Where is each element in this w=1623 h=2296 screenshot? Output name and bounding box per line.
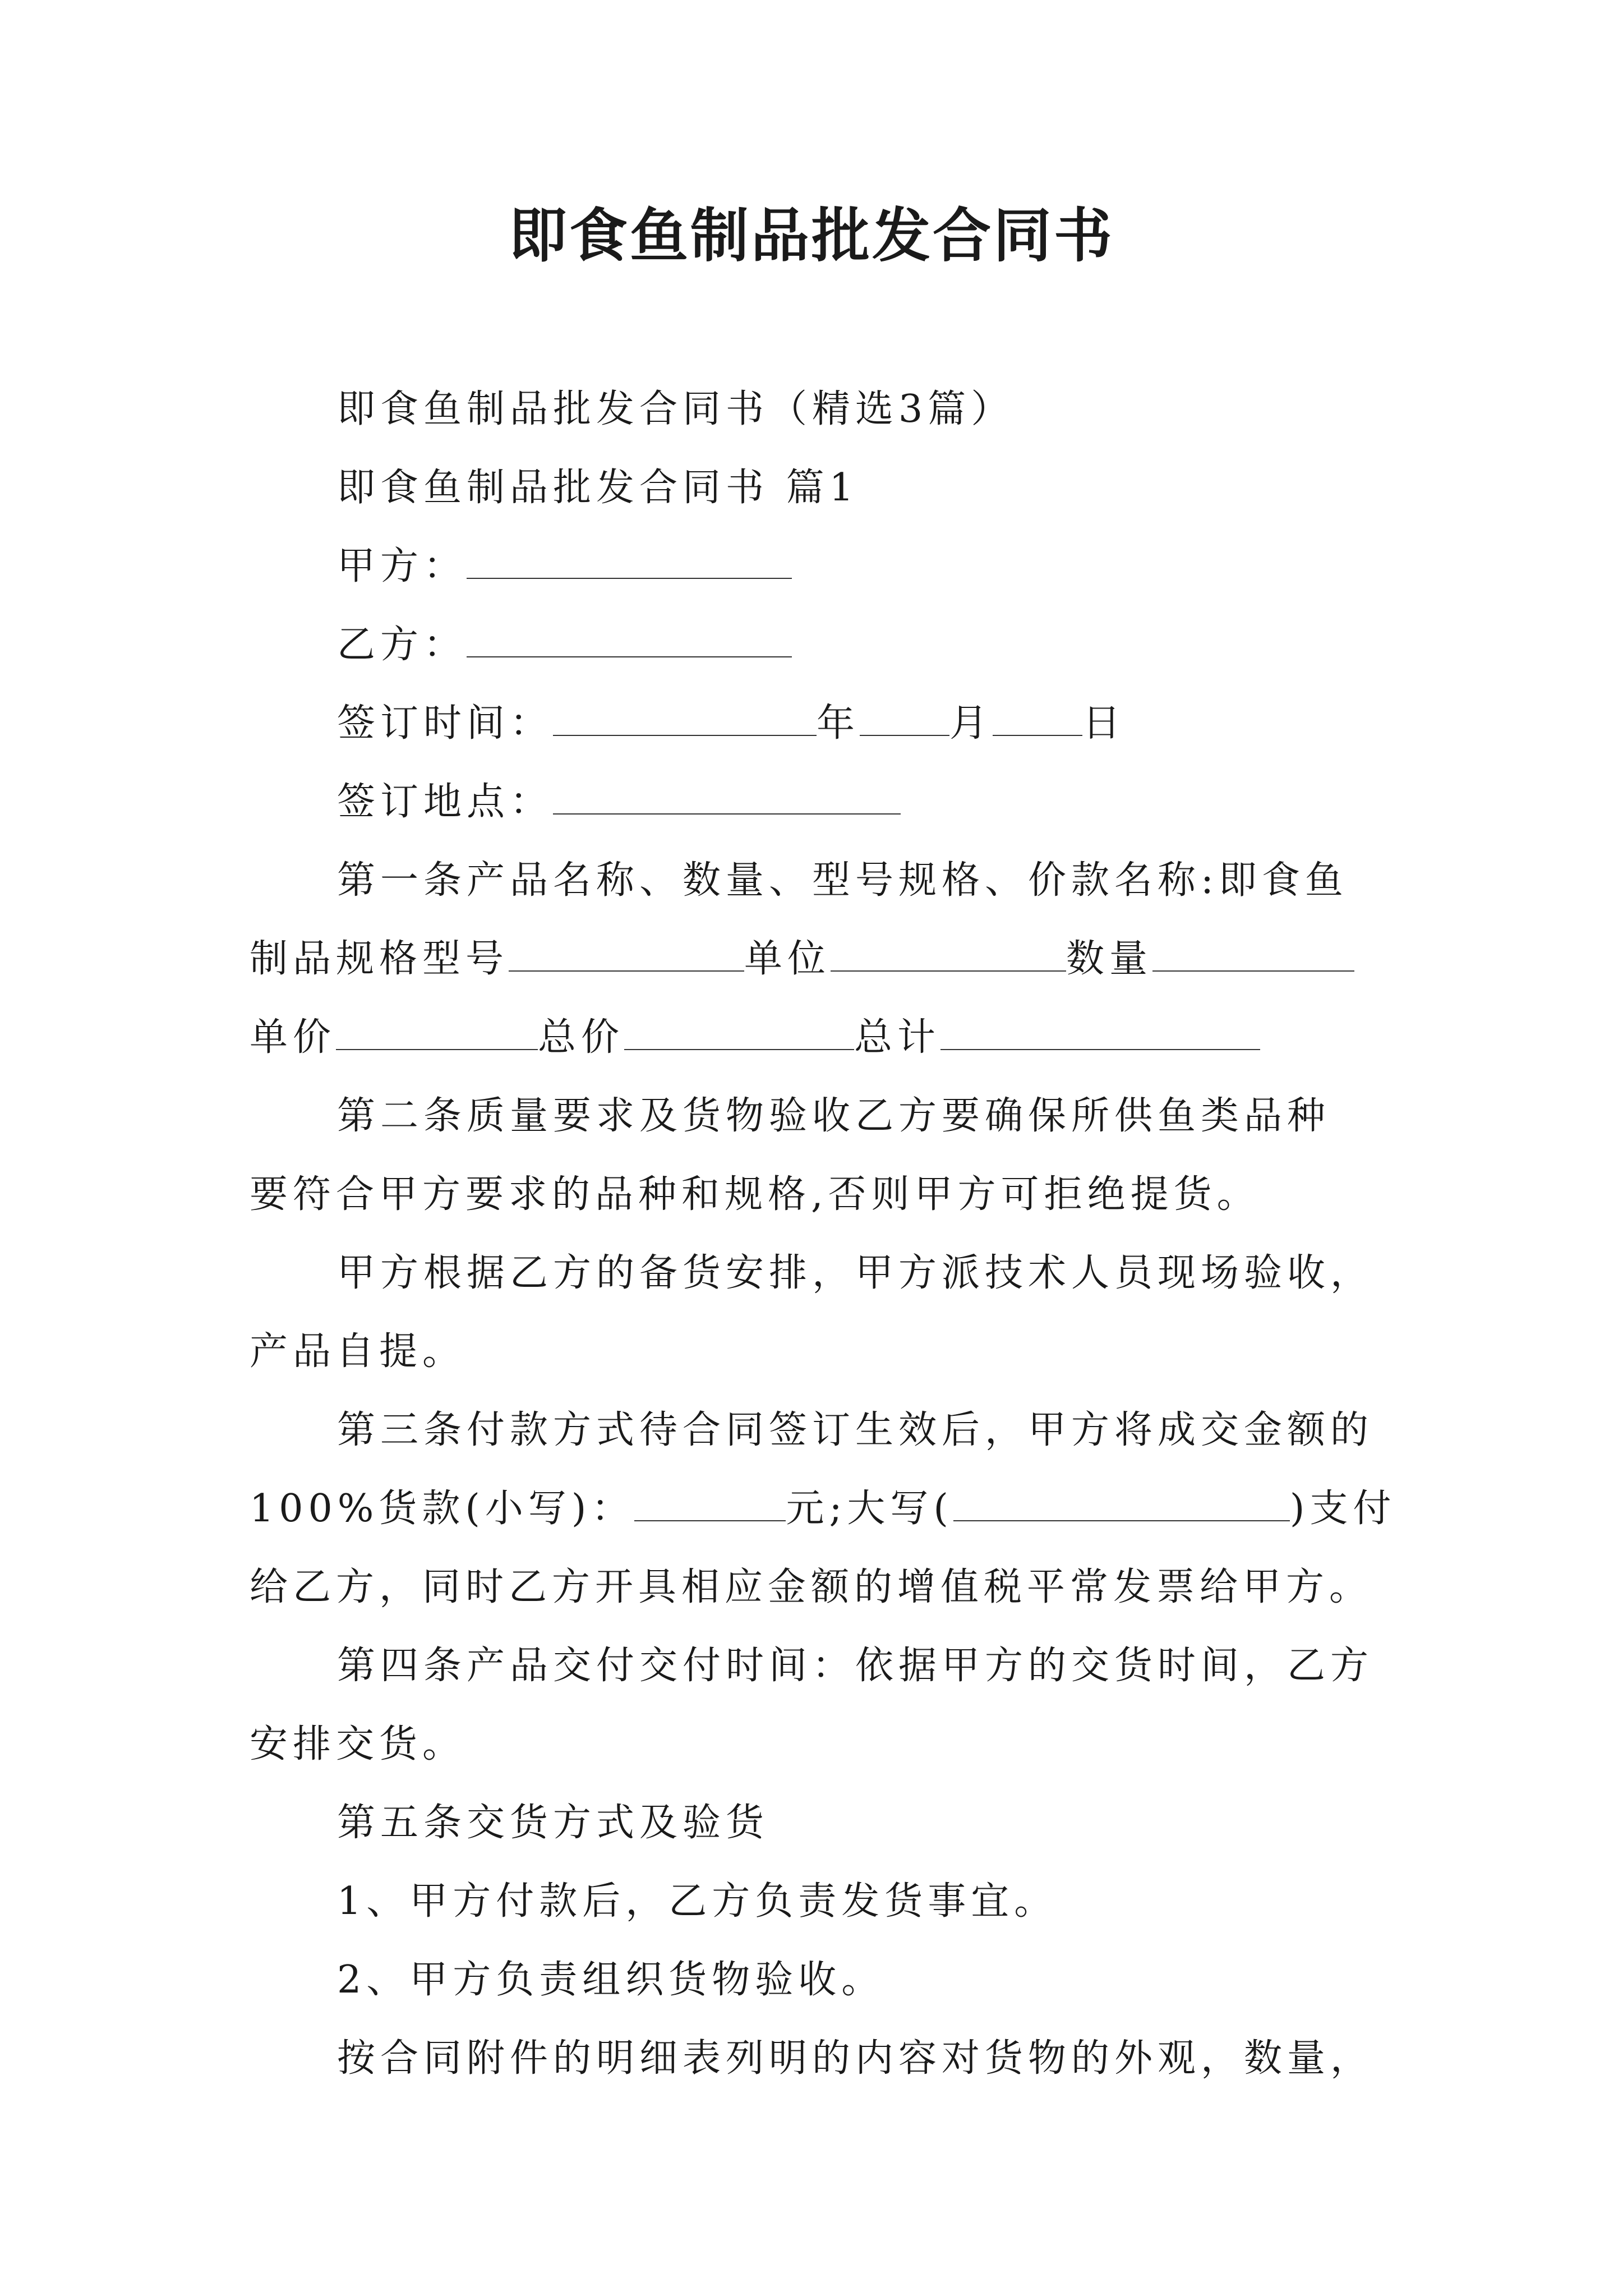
sum-label: 总计 [854,1015,941,1060]
sign-day-blank [993,701,1082,736]
party-b-label: 乙方： [337,623,467,667]
party-a-label: 甲方： [337,544,467,588]
article-3-line-1: 第三条付款方式待合同签订生效后，甲方将成交金额的 [337,1408,1374,1452]
total-blank [624,1015,854,1050]
article-2b-line-2: 产品自提。 [250,1329,466,1374]
article-3-line-3: 给乙方，同时乙方开具相应金额的增值税平常发票给甲方。 [250,1565,1373,1609]
sign-time-label: 签订时间： [337,701,554,746]
sign-place-row [250,763,1394,841]
sign-place-blank [553,780,901,815]
article-5-last-line: 按合同附件的明细表列明的内容对货物的外观，数量， [337,2036,1374,2081]
qty-blank [1152,937,1354,972]
sign-year-blank [553,701,817,736]
document-title: 即食鱼制品批发合同书 [508,201,1114,270]
amount-big-blank [953,1487,1290,1521]
sign-month-blank [860,701,949,736]
party-b-blank [467,623,792,657]
article-1-line-3 [250,999,1394,1077]
article-2-line-1: 第二条质量要求及货物验收乙方要确保所供鱼类品种 [337,1094,1331,1138]
article-4-line-2: 安排交货。 [250,1722,466,1766]
article-5-item-2: 2、甲方负责组织货物验收。 [337,1958,885,2002]
section-heading: 即食鱼制品批发合同书 篇1 [337,466,859,510]
pay-label: )支付 [1289,1487,1396,1531]
spec-blank [509,937,744,972]
sum-blank [940,1015,1260,1050]
article-5-item-1: 1、甲方付款后，乙方负责发货事宜。 [337,1879,1058,1924]
article-1-line-2 [250,920,1394,999]
unit-label: 单位 [744,937,831,981]
month-label: 月 [949,701,993,746]
qty-label: 数量 [1066,937,1153,981]
unit-blank [831,937,1066,972]
document-body [250,370,1394,2098]
price-blank [336,1015,538,1050]
amount-small-blank [634,1487,786,1521]
article-1-line-1: 第一条产品名称、数量、型号规格、价款名称:即食鱼 [337,858,1348,903]
article-2b-line-1: 甲方根据乙方的备货安排，甲方派技术人员现场验收， [337,1251,1374,1295]
article-3-line-2 [250,1470,1394,1548]
party-a-row [250,527,1394,606]
subtitle: 即食鱼制品批发合同书（精选3篇） [337,387,1015,431]
article-4-line-1: 第四条产品交付交付时间：依据甲方的交货时间，乙方 [337,1644,1374,1688]
sign-time-row [250,684,1394,763]
party-a-blank [467,544,792,579]
article-2-line-2: 要符合甲方要求的品种和规格,否则甲方可拒绝提货。 [250,1172,1260,1217]
total-label: 总价 [538,1015,625,1060]
spec-label: 制品规格型号 [250,937,509,981]
party-b-row [250,606,1394,684]
amount-small-label: 100%货款(小写)： [250,1487,635,1531]
day-label: 日 [1082,701,1126,746]
price-label: 单价 [250,1015,336,1060]
sign-place-label: 签订地点： [337,780,554,824]
amount-big-label: 元;大写( [786,1487,953,1531]
article-5-heading: 第五条交货方式及验货 [337,1801,769,1845]
year-label: 年 [817,701,860,746]
